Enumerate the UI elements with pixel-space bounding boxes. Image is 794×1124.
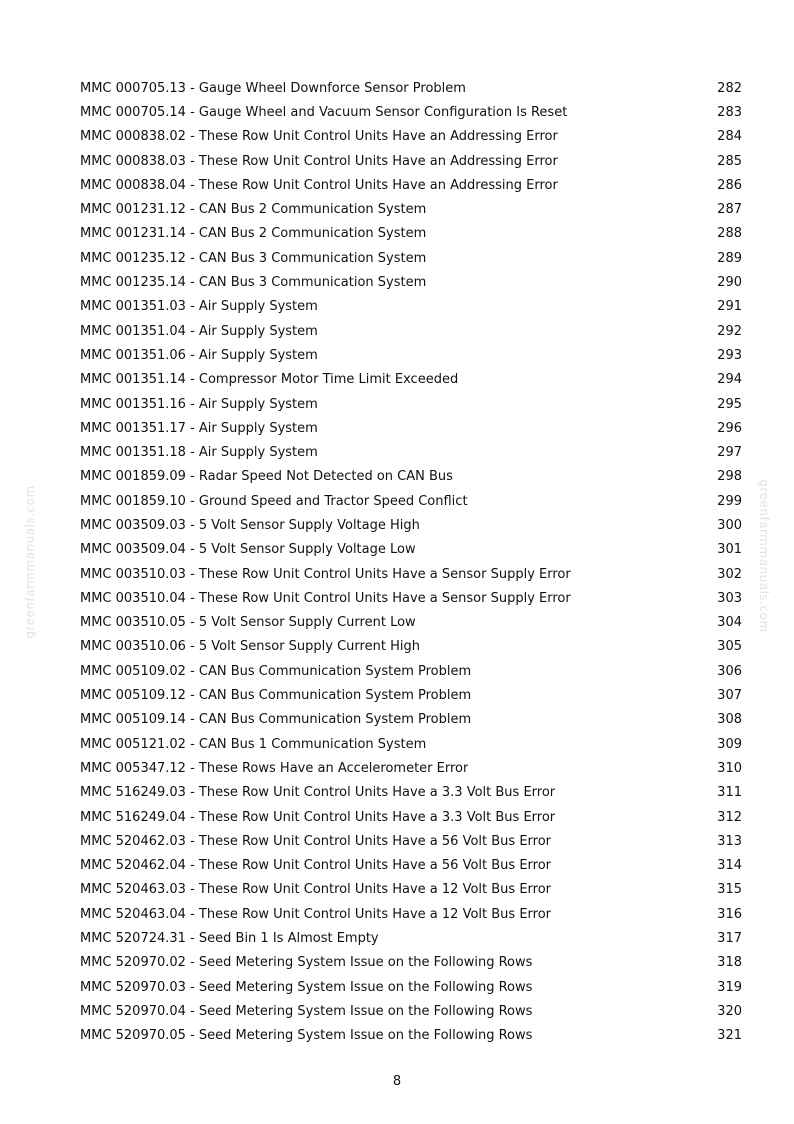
toc-entry[interactable] <box>80 368 742 392</box>
toc-entry-page: 285 <box>717 153 742 169</box>
toc-entry-title: MMC 001351.18 - Air Supply System <box>80 445 318 461</box>
toc-entry-title: MMC 005109.14 - CAN Bus Communication System Problem <box>80 712 472 728</box>
toc-entry-title: MMC 520970.02 - Seed Metering System Issue on the Following Rows <box>80 955 533 971</box>
toc-entry[interactable] <box>80 100 742 124</box>
toc-entry[interactable] <box>80 586 742 610</box>
toc-entry[interactable] <box>80 125 742 149</box>
toc-entry[interactable] <box>80 416 742 440</box>
toc-entry[interactable] <box>80 149 742 173</box>
toc-entry-title: MMC 520463.04 - These Row Unit Control Units Have a 12 Volt Bus Error <box>80 906 552 922</box>
toc-entry[interactable] <box>80 635 742 659</box>
toc-entry-page: 320 <box>717 1003 742 1019</box>
toc-entry[interactable] <box>80 76 742 100</box>
toc-entry-page: 312 <box>717 809 742 825</box>
toc-entry[interactable] <box>80 999 742 1023</box>
toc-entry-page: 296 <box>717 420 742 436</box>
toc-entry-page: 291 <box>717 299 742 315</box>
toc-entry-page: 316 <box>717 906 742 922</box>
toc-entry[interactable] <box>80 805 742 829</box>
toc-entry-page: 311 <box>717 785 742 801</box>
toc-entry[interactable] <box>80 975 742 999</box>
toc-entry-title: MMC 000705.14 - Gauge Wheel and Vacuum Sensor Configuration Is Reset <box>80 104 568 120</box>
toc-entry[interactable] <box>80 197 742 221</box>
toc-entry-page: 289 <box>717 250 742 266</box>
toc-entry-title: MMC 001859.09 - Radar Speed Not Detected on CAN Bus <box>80 469 453 485</box>
toc-entry-title: MMC 520724.31 - Seed Bin 1 Is Almost Empty <box>80 931 379 947</box>
toc-entry-page: 321 <box>717 1028 742 1044</box>
page-number: 8 <box>392 1074 402 1089</box>
toc-entry-page: 299 <box>717 493 742 509</box>
toc-entry[interactable] <box>80 781 742 805</box>
toc-entry-title: MMC 000838.03 - These Row Unit Control Units Have an Addressing Error <box>80 153 558 169</box>
toc-entry-page: 306 <box>717 663 742 679</box>
toc-entry-title: MMC 001231.14 - CAN Bus 2 Communication System <box>80 226 427 242</box>
toc-entry-page: 309 <box>717 736 742 752</box>
toc-entry[interactable] <box>80 756 742 780</box>
toc-entry-page: 300 <box>717 517 742 533</box>
watermark-left: greenfarmmanuals.com <box>23 485 37 639</box>
toc-entry[interactable] <box>80 222 742 246</box>
toc-entry-page: 292 <box>717 323 742 339</box>
toc-entry-page: 286 <box>717 177 742 193</box>
toc-entry[interactable] <box>80 538 742 562</box>
toc-entry[interactable] <box>80 246 742 270</box>
toc-entry-page: 288 <box>717 226 742 242</box>
toc-entry-title: MMC 001235.12 - CAN Bus 3 Communication System <box>80 250 427 266</box>
toc-entry-page: 298 <box>717 469 742 485</box>
toc-entry-page: 307 <box>717 688 742 704</box>
toc-entry-page: 295 <box>717 396 742 412</box>
toc-entry-title: MMC 003509.03 - 5 Volt Sensor Supply Voltage High <box>80 517 420 533</box>
toc-entry[interactable] <box>80 878 742 902</box>
toc-entry-page: 284 <box>717 129 742 145</box>
toc-entry[interactable] <box>80 489 742 513</box>
toc-entry[interactable] <box>80 926 742 950</box>
toc-entry-page: 308 <box>717 712 742 728</box>
toc-entry-page: 319 <box>717 979 742 995</box>
toc-entry-page: 313 <box>717 833 742 849</box>
toc-entry-page: 317 <box>717 931 742 947</box>
toc-entry[interactable] <box>80 902 742 926</box>
toc-entry[interactable] <box>80 319 742 343</box>
toc-entry-title: MMC 000838.04 - These Row Unit Control Units Have an Addressing Error <box>80 177 558 193</box>
toc-entry-title: MMC 005347.12 - These Rows Have an Accelerometer Error <box>80 760 469 776</box>
toc-entry-page: 283 <box>717 104 742 120</box>
toc-entry-title: MMC 001351.03 - Air Supply System <box>80 299 318 315</box>
toc-entry[interactable] <box>80 854 742 878</box>
toc-entry[interactable] <box>80 295 742 319</box>
toc-entry-title: MMC 520970.05 - Seed Metering System Issue on the Following Rows <box>80 1028 533 1044</box>
toc-entry-title: MMC 000838.02 - These Row Unit Control Units Have an Addressing Error <box>80 129 558 145</box>
toc-entry[interactable] <box>80 611 742 635</box>
toc-entry-page: 303 <box>717 590 742 606</box>
toc-entry[interactable] <box>80 440 742 464</box>
toc-entry-title: MMC 001231.12 - CAN Bus 2 Communication System <box>80 202 427 218</box>
toc-entry[interactable] <box>80 1024 742 1048</box>
toc-entry-page: 301 <box>717 542 742 558</box>
toc-entry[interactable] <box>80 270 742 294</box>
toc-entry-page: 315 <box>717 882 742 898</box>
toc-entry-title: MMC 001351.04 - Air Supply System <box>80 323 318 339</box>
toc-entry[interactable] <box>80 708 742 732</box>
toc-entry-page: 304 <box>717 615 742 631</box>
toc-entry[interactable] <box>80 683 742 707</box>
toc-entry-title: MMC 520463.03 - These Row Unit Control Units Have a 12 Volt Bus Error <box>80 882 552 898</box>
toc-entry-page: 282 <box>717 80 742 96</box>
table-of-contents <box>80 76 742 1048</box>
toc-entry[interactable] <box>80 732 742 756</box>
toc-entry[interactable] <box>80 562 742 586</box>
toc-entry-page: 314 <box>717 858 742 874</box>
toc-entry-title: MMC 520970.04 - Seed Metering System Issue on the Following Rows <box>80 1003 533 1019</box>
toc-entry[interactable] <box>80 513 742 537</box>
toc-entry-title: MMC 003510.03 - These Row Unit Control Units Have a Sensor Supply Error <box>80 566 571 582</box>
toc-entry-title: MMC 520462.03 - These Row Unit Control Units Have a 56 Volt Bus Error <box>80 833 552 849</box>
toc-entry-title: MMC 001351.16 - Air Supply System <box>80 396 318 412</box>
toc-entry-title: MMC 001351.06 - Air Supply System <box>80 347 318 363</box>
toc-entry-page: 294 <box>717 372 742 388</box>
watermark-right: greenfarmmanuals.com <box>757 479 771 633</box>
toc-entry-page: 297 <box>717 445 742 461</box>
toc-entry-title: MMC 005121.02 - CAN Bus 1 Communication System <box>80 736 427 752</box>
toc-entry-title: MMC 516249.04 - These Row Unit Control Units Have a 3.3 Volt Bus Error <box>80 809 556 825</box>
toc-entry-title: MMC 001235.14 - CAN Bus 3 Communication System <box>80 275 427 291</box>
toc-entry-title: MMC 000705.13 - Gauge Wheel Downforce Sensor Problem <box>80 80 466 96</box>
toc-entry-title: MMC 520970.03 - Seed Metering System Issue on the Following Rows <box>80 979 533 995</box>
toc-entry[interactable] <box>80 659 742 683</box>
toc-entry[interactable] <box>80 343 742 367</box>
toc-entry-title: MMC 003510.04 - These Row Unit Control Units Have a Sensor Supply Error <box>80 590 571 606</box>
toc-entry-page: 318 <box>717 955 742 971</box>
toc-entry-title: MMC 001351.14 - Compressor Motor Time Limit Exceeded <box>80 372 459 388</box>
toc-entry[interactable] <box>80 951 742 975</box>
toc-entry-page: 302 <box>717 566 742 582</box>
toc-entry-title: MMC 001351.17 - Air Supply System <box>80 420 318 436</box>
toc-entry-title: MMC 003510.05 - 5 Volt Sensor Supply Current Low <box>80 615 416 631</box>
toc-entry-title: MMC 001859.10 - Ground Speed and Tractor Speed Conflict <box>80 493 468 509</box>
toc-entry-page: 293 <box>717 347 742 363</box>
toc-entry[interactable] <box>80 173 742 197</box>
toc-entry-title: MMC 520462.04 - These Row Unit Control Units Have a 56 Volt Bus Error <box>80 858 552 874</box>
toc-entry-title: MMC 003509.04 - 5 Volt Sensor Supply Voltage Low <box>80 542 416 558</box>
toc-entry-title: MMC 003510.06 - 5 Volt Sensor Supply Current High <box>80 639 420 655</box>
toc-entry-page: 310 <box>717 760 742 776</box>
toc-entry[interactable] <box>80 465 742 489</box>
toc-entry-page: 290 <box>717 275 742 291</box>
toc-entry-page: 287 <box>717 202 742 218</box>
toc-entry[interactable] <box>80 829 742 853</box>
toc-entry-page: 305 <box>717 639 742 655</box>
toc-entry-title: MMC 516249.03 - These Row Unit Control Units Have a 3.3 Volt Bus Error <box>80 785 556 801</box>
toc-entry[interactable] <box>80 392 742 416</box>
toc-entry-title: MMC 005109.02 - CAN Bus Communication System Problem <box>80 663 472 679</box>
toc-entry-title: MMC 005109.12 - CAN Bus Communication System Problem <box>80 688 472 704</box>
